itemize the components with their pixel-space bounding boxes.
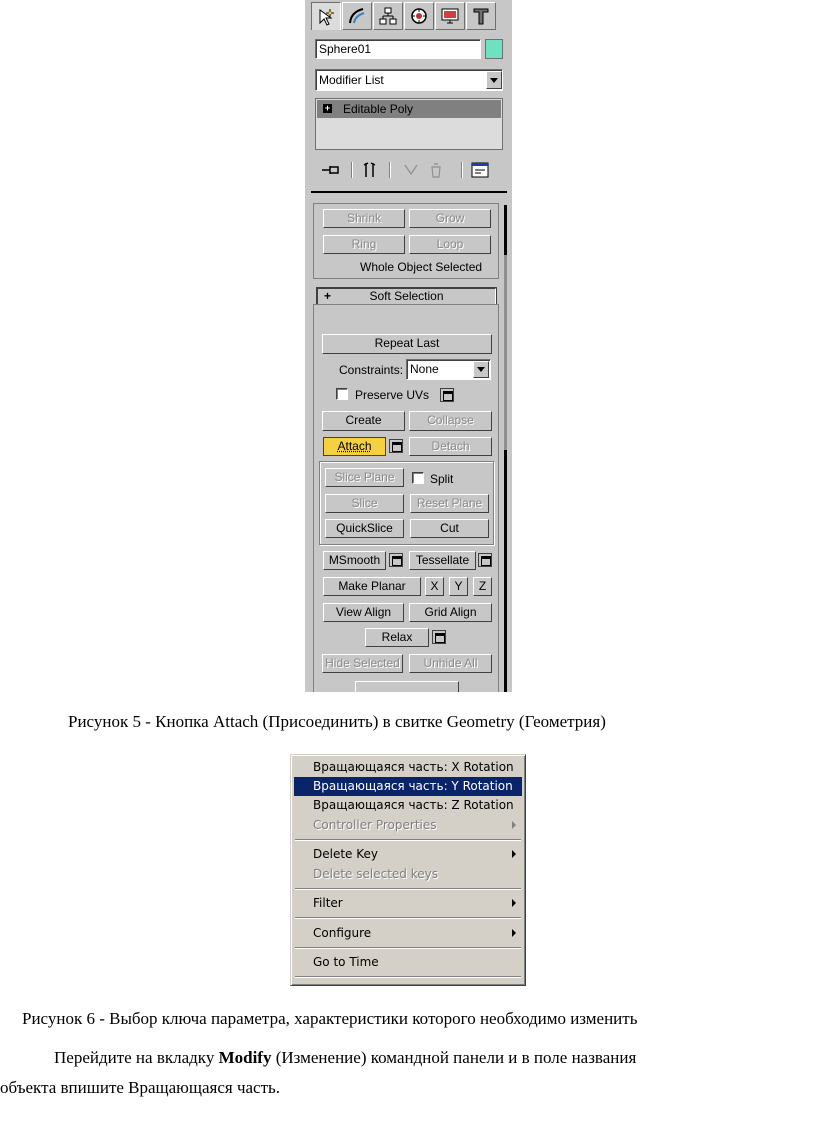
selection-status: Whole Object Selected bbox=[360, 260, 483, 274]
planar-z-button[interactable]: Z bbox=[473, 577, 492, 596]
make-planar-button[interactable]: Make Planar bbox=[323, 577, 421, 596]
show-end-result-icon[interactable] bbox=[363, 161, 377, 179]
loop-button[interactable]: Loop bbox=[409, 235, 491, 254]
collapse-button[interactable]: Collapse bbox=[409, 411, 492, 431]
motion-tab[interactable] bbox=[404, 2, 434, 30]
msmooth-settings-button[interactable] bbox=[389, 553, 403, 567]
detach-button[interactable]: Detach bbox=[409, 437, 492, 456]
command-panel-tabs bbox=[305, 0, 512, 32]
msmooth-button[interactable]: MSmooth bbox=[323, 551, 386, 570]
command-panel bbox=[305, 0, 512, 692]
menu-item-label: Delete Key bbox=[313, 847, 378, 861]
instruction-line-1 bbox=[54, 1046, 636, 1070]
modify-tab[interactable] bbox=[342, 2, 372, 30]
grow-button[interactable]: Grow bbox=[409, 209, 491, 228]
preserve-uvs-checkbox[interactable] bbox=[336, 388, 348, 400]
make-unique-icon[interactable] bbox=[403, 162, 419, 178]
menu-item-label: Вращающаяся часть: Z Rotation bbox=[313, 798, 514, 812]
create-icon bbox=[316, 7, 336, 27]
grid-align-button[interactable]: Grid Align bbox=[409, 603, 492, 622]
display-icon bbox=[440, 6, 460, 26]
menu-item-z-rotation[interactable] bbox=[294, 796, 522, 815]
chevron-down-icon[interactable] bbox=[473, 361, 489, 378]
hide-selected-button[interactable]: Hide Selected bbox=[322, 654, 403, 673]
submenu-arrow-icon bbox=[512, 899, 516, 907]
modify-term: Modify bbox=[218, 1048, 272, 1067]
menu-item-x-rotation[interactable] bbox=[294, 758, 522, 777]
tessellate-button[interactable]: Tessellate bbox=[409, 551, 476, 570]
menu-separator bbox=[295, 947, 521, 949]
menu-item-label: Go to Time bbox=[313, 955, 379, 969]
remove-modifier-icon[interactable] bbox=[429, 161, 443, 179]
scrollbar-indicator bbox=[504, 450, 507, 692]
motion-icon bbox=[409, 6, 429, 26]
submenu-arrow-icon bbox=[512, 850, 516, 858]
menu-item-delete-key[interactable] bbox=[294, 845, 522, 864]
tessellate-settings-button[interactable] bbox=[478, 553, 492, 567]
menu-separator bbox=[295, 976, 521, 978]
preserve-uvs-label: Preserve UVs bbox=[355, 388, 430, 402]
split-checkbox[interactable] bbox=[412, 472, 424, 484]
constraints-value: None bbox=[410, 362, 439, 376]
utilities-tab[interactable] bbox=[466, 2, 496, 30]
planar-y-button[interactable]: Y bbox=[449, 577, 468, 596]
menu-item-filter[interactable] bbox=[294, 894, 522, 913]
split-label: Split bbox=[430, 472, 454, 486]
relax-button[interactable]: Relax bbox=[365, 628, 429, 647]
hierarchy-tab[interactable] bbox=[373, 2, 403, 30]
attach-label: Attach bbox=[337, 439, 372, 453]
pin-stack-icon[interactable] bbox=[321, 162, 343, 178]
stack-item-editable-poly[interactable] bbox=[317, 100, 501, 118]
menu-item-label: Configure bbox=[313, 926, 372, 940]
constraints-label: Constraints: bbox=[339, 363, 404, 377]
partially-visible-button[interactable] bbox=[355, 681, 459, 692]
attach-button[interactable] bbox=[323, 437, 386, 456]
menu-item-delete-selected-keys[interactable] bbox=[294, 865, 522, 884]
menu-item-label: Вращающаяся часть: X Rotation bbox=[313, 760, 514, 774]
scrollbar-thumb[interactable] bbox=[504, 205, 507, 255]
menu-item-configure[interactable] bbox=[294, 924, 522, 943]
display-tab[interactable] bbox=[435, 2, 465, 30]
menu-item-go-to-time[interactable] bbox=[294, 953, 522, 972]
submenu-arrow-icon bbox=[512, 929, 516, 937]
figure-6-caption: Рисунок 6 - Выбор ключа параметра, характеристики которого необходимо изменить bbox=[22, 1009, 638, 1028]
reset-plane-button[interactable]: Reset Plane bbox=[410, 494, 489, 513]
selection-rollout bbox=[313, 203, 499, 279]
menu-separator bbox=[295, 839, 521, 841]
unhide-all-button[interactable]: Unhide All bbox=[409, 654, 492, 673]
chevron-down-icon[interactable] bbox=[486, 71, 502, 89]
object-name-field[interactable]: Sphere01 bbox=[315, 39, 481, 59]
slice-button[interactable]: Slice bbox=[325, 494, 404, 513]
expand-icon[interactable]: + bbox=[324, 103, 331, 113]
repeat-last-button[interactable]: Repeat Last bbox=[322, 334, 492, 354]
create-button[interactable]: Create bbox=[322, 411, 405, 431]
stack-toolbar bbox=[319, 160, 505, 180]
menu-item-controller-properties[interactable] bbox=[294, 816, 522, 835]
figure-5-caption: Рисунок 5 - Кнопка Attach (Присоединить) в свитке Geometry (Геометрия) bbox=[68, 712, 606, 731]
menu-item-label: Filter bbox=[313, 896, 343, 910]
menu-item-label: Вращающаяся часть: Y Rotation bbox=[313, 779, 513, 793]
relax-settings-button[interactable] bbox=[432, 630, 446, 644]
preserve-uvs-settings-button[interactable] bbox=[440, 388, 454, 402]
menu-item-label: Controller Properties bbox=[313, 818, 437, 832]
instruction-text: Перейдите на вкладку bbox=[54, 1048, 219, 1067]
menu-separator bbox=[295, 888, 521, 890]
create-tab[interactable] bbox=[311, 2, 341, 30]
object-color-swatch[interactable] bbox=[485, 39, 503, 59]
utilities-icon bbox=[471, 6, 491, 26]
submenu-arrow-icon bbox=[512, 821, 516, 829]
planar-x-button[interactable]: X bbox=[425, 577, 444, 596]
menu-item-y-rotation[interactable] bbox=[294, 777, 522, 796]
configure-modifier-sets-icon[interactable] bbox=[471, 162, 489, 178]
modify-icon bbox=[347, 6, 367, 26]
modifier-list-label: Modifier List bbox=[319, 73, 384, 87]
cut-button[interactable]: Cut bbox=[410, 519, 489, 538]
shrink-button[interactable]: Shrink bbox=[323, 209, 405, 228]
modifier-list-dropdown[interactable] bbox=[315, 69, 503, 91]
menu-item-label: Delete selected keys bbox=[313, 867, 438, 881]
divider bbox=[311, 191, 507, 193]
quickslice-button[interactable]: QuickSlice bbox=[325, 519, 404, 538]
stack-item-label: Editable Poly bbox=[343, 102, 414, 116]
view-align-button[interactable]: View Align bbox=[323, 603, 404, 622]
menu-separator bbox=[295, 917, 521, 919]
ring-button[interactable]: Ring bbox=[323, 235, 405, 254]
rollout-title: Soft Selection bbox=[369, 289, 444, 303]
instruction-text: (Изменение) командной панели и в поле названия bbox=[271, 1048, 637, 1067]
hierarchy-icon bbox=[378, 6, 398, 26]
attach-list-button[interactable] bbox=[389, 439, 403, 453]
slice-plane-button[interactable]: Slice Plane bbox=[325, 468, 404, 487]
context-menu bbox=[290, 754, 526, 986]
expand-sign: + bbox=[324, 289, 332, 303]
soft-selection-rollout-header[interactable] bbox=[317, 288, 496, 305]
instruction-line-2: объекта впишите Вращающаяся часть. bbox=[0, 1078, 281, 1097]
modifier-stack bbox=[315, 98, 503, 150]
